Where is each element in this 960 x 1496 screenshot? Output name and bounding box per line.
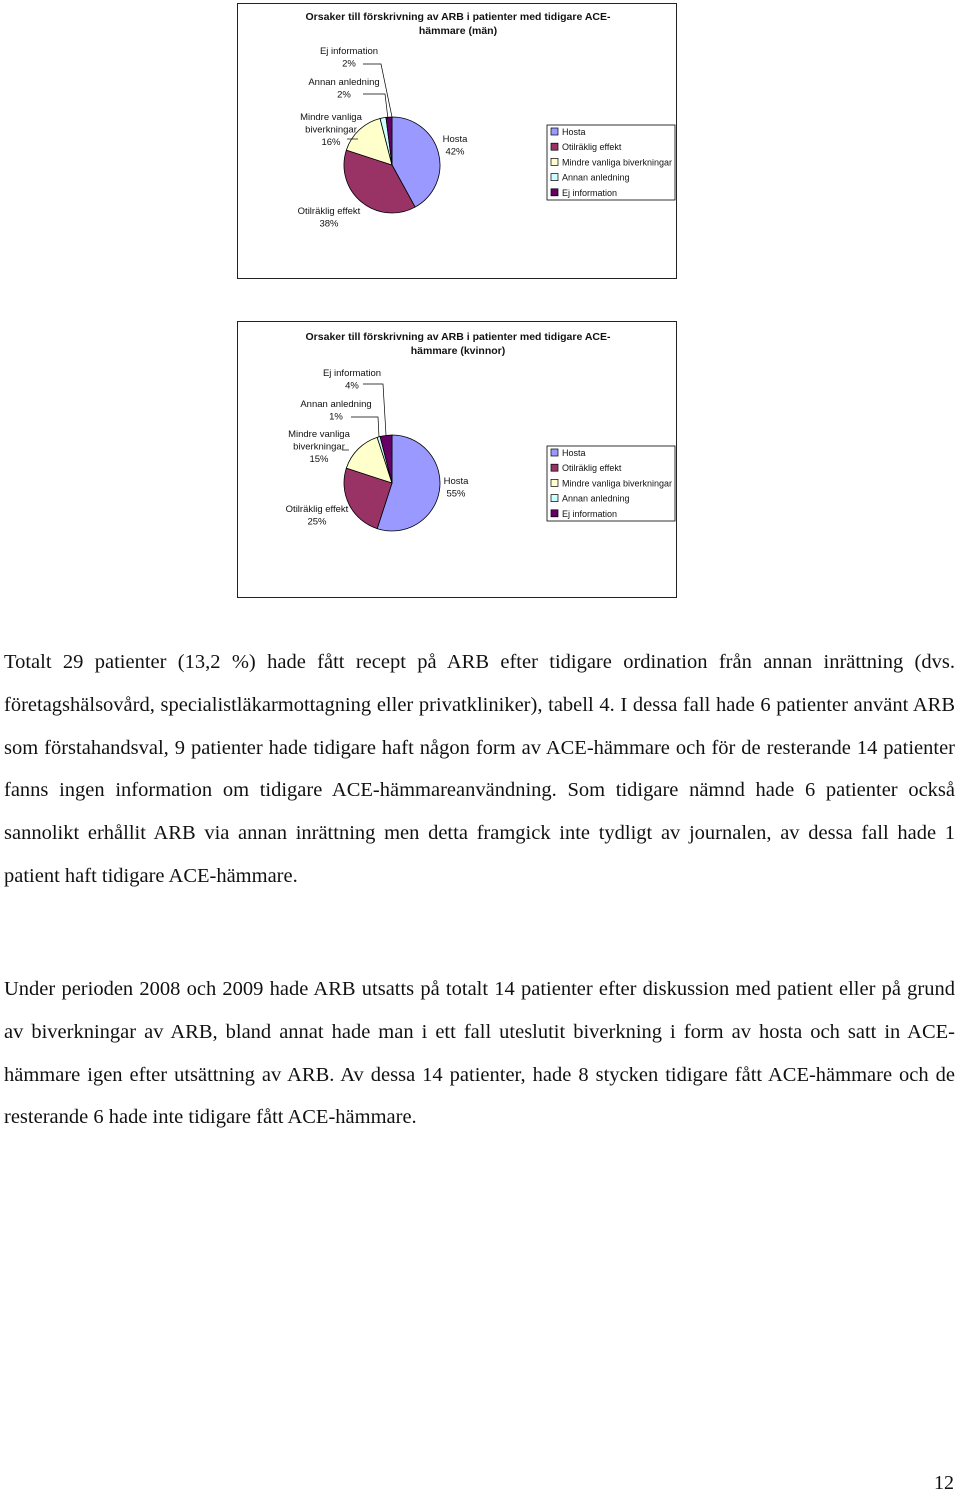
- leader-line-annan-anledning: [351, 417, 379, 437]
- leader-line-annan-anledning: [363, 94, 388, 119]
- legend-label-mindre-vanliga-biverkningar: Mindre vanliga biverkningar: [562, 157, 673, 168]
- legend-label-ej-information: Ej information: [562, 508, 618, 519]
- legend-label-annan-anledning: Annan anledning: [562, 172, 630, 183]
- legend-label-mindre-vanliga-biverkningar: Mindre vanliga biverkningar: [562, 478, 673, 489]
- slice-label-mindre-vanliga-biverkningar: Mindre vanliga biverkningar 15%: [288, 429, 350, 465]
- chart-1-title-line-1: Orsaker till förskrivning av ARB i patienter med tidigare ACE-: [305, 11, 611, 23]
- slice-label-otilraklig-effekt: Otilräklig effekt 25%: [285, 504, 349, 528]
- body-paragraph-1: Totalt 29 patienter (13,2 %) hade fått recept på ARB efter tidigare ordination från annan inrättning (dvs. företagshälsovård, specialistläkarmottagning eller privatkliniker), tabell 4. I dessa fall hade 6 patienter använt ARB som förstahandsval, 9 patienter hade tidigare haft någon form av ACE-hämmare och för de resterande 14 patienter fanns ingen information om tidigare ACE-hämmareanvändning. Som tidigare nämnd hade 6 patienter också sannolikt erhållit ARB via annan inrättning men detta framgick inte tydligt av journalen, av dessa fall hade 1 patient haft tidigare ACE-hämmare.: [4, 651, 955, 887]
- legend-label-hosta: Hosta: [562, 127, 586, 137]
- legend-swatch-hosta: [551, 449, 558, 456]
- pie-chart-2-svg: [238, 322, 678, 599]
- page-number: 12: [934, 1472, 954, 1494]
- chart-2-title-line-2: hämmare (kvinnor): [410, 345, 506, 357]
- chart-2-title-line-1: Orsaker till förskrivning av ARB i patienter med tidigare ACE-: [305, 331, 611, 343]
- slice-label-otilraklig-effekt: Otilräklig effekt 38%: [297, 206, 361, 230]
- slice-label-ej-information: Ej information 4%: [322, 368, 382, 392]
- pie-chart-1-svg: [238, 4, 678, 280]
- legend-swatch-hosta: [551, 128, 558, 135]
- pie-chart-women: [237, 321, 677, 598]
- slice-label-ej-information: Ej information 2%: [319, 46, 379, 70]
- legend-label-ej-information: Ej information: [562, 187, 618, 198]
- body-paragraph-2: Under perioden 2008 och 2009 hade ARB utsatts på totalt 14 patienter efter diskussion med patient eller på grund av biverkningar av ARB, bland annat hade man i ett fall uteslutit biverkning i form av hosta och satt in ACE-hämmare igen efter utsättning av ARB. Av dessa 14 patienter, hade 8 stycken tidigare fått ACE-hämmare och de resterande 6 hade inte tidigare fått ACE-hämmare.: [4, 978, 955, 1129]
- legend-swatch-annan-anledning: [551, 495, 558, 502]
- legend-swatch-otilraklig-effekt: [551, 143, 558, 150]
- legend-swatch-ej-information: [551, 510, 558, 517]
- slice-label-hosta: Hosta 42%: [442, 134, 468, 158]
- legend-label-otilraklig-effekt: Otilräklig effekt: [562, 463, 622, 474]
- chart-1-title-line-2: hämmare (män): [418, 25, 498, 37]
- legend-swatch-annan-anledning: [551, 174, 558, 181]
- legend-swatch-ej-information: [551, 189, 558, 196]
- pie-chart-men: [237, 3, 677, 279]
- slice-label-mindre-vanliga-biverkningar: Mindre vanliga biverkningar 16%: [300, 112, 362, 148]
- slice-label-annan-anledning: Annan anledning 1%: [300, 399, 372, 423]
- leader-line-ej-information: [363, 64, 392, 117]
- legend-label-annan-anledning: Annan anledning: [562, 493, 630, 504]
- slice-label-annan-anledning: Annan anledning 2%: [308, 77, 380, 101]
- legend-swatch-mindre-vanliga-biverkningar: [551, 479, 558, 486]
- legend-swatch-otilraklig-effekt: [551, 464, 558, 471]
- legend-label-hosta: Hosta: [562, 448, 586, 458]
- legend-label-otilraklig-effekt: Otilräklig effekt: [562, 142, 622, 153]
- legend-swatch-mindre-vanliga-biverkningar: [551, 158, 558, 165]
- slice-label-hosta: Hosta 55%: [443, 476, 469, 500]
